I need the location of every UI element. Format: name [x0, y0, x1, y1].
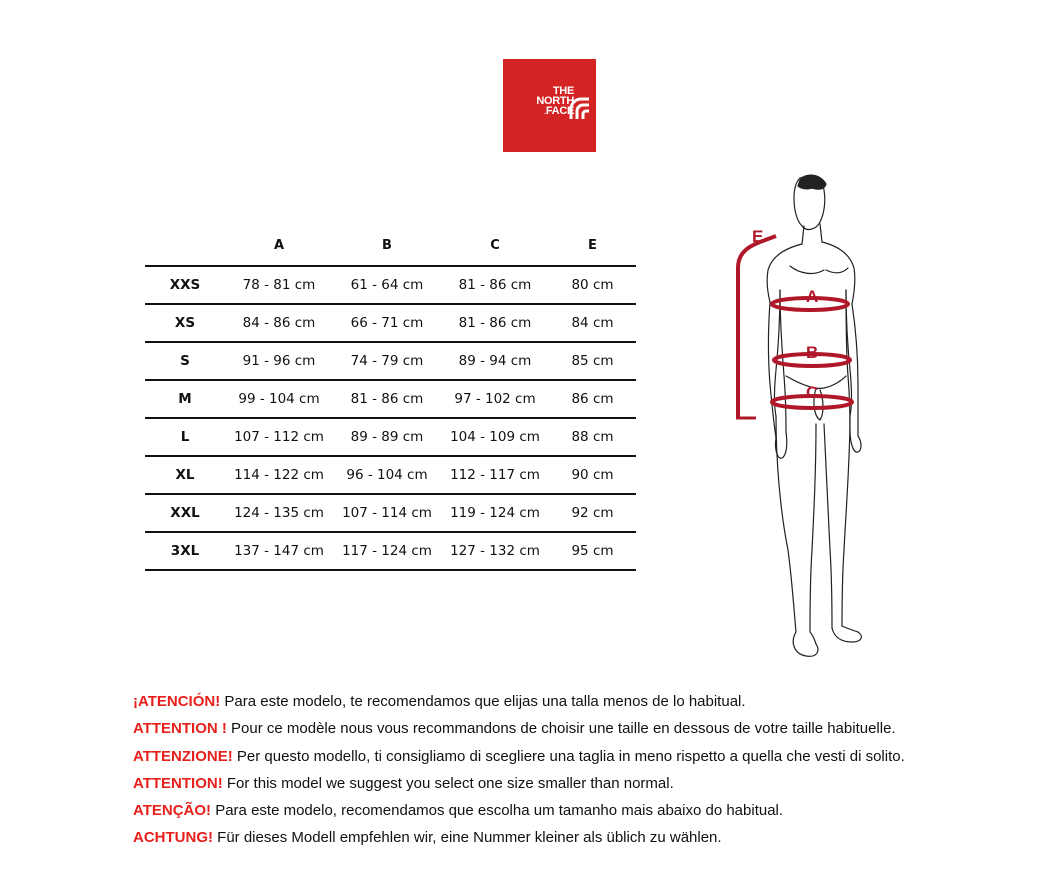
c-cell: 89 - 94 cm: [441, 342, 549, 380]
note-warning-label: ATTENTION !: [133, 720, 227, 738]
b-cell: 81 - 86 cm: [333, 380, 441, 418]
size-cell: XXL: [145, 494, 225, 532]
human-figure-outline-icon: [767, 175, 861, 656]
note-french: [133, 718, 1033, 745]
a-cell: 124 - 135 cm: [225, 494, 333, 532]
table-row: [145, 418, 636, 456]
size-cell: L: [145, 418, 225, 456]
note-warning-label: ATTENTION!: [133, 774, 223, 792]
e-cell: 80 cm: [549, 266, 636, 304]
b-cell: 66 - 71 cm: [333, 304, 441, 342]
note-warning-label: ¡ATENCIÓN!: [133, 693, 221, 710]
size-cell: XS: [145, 304, 225, 342]
label-e: E: [752, 227, 764, 246]
size-chart-table: [145, 225, 636, 571]
a-cell: 114 - 122 cm: [225, 456, 333, 494]
label-a: A: [806, 287, 819, 306]
note-text: Für dieses Modell empfehlen wir, eine Nummer kleiner als üblich zu wählen.: [213, 829, 722, 847]
logo-dot: .: [544, 109, 546, 116]
note-portuguese: [133, 800, 1033, 827]
size-cell: 3XL: [145, 532, 225, 570]
table-row: [145, 456, 636, 494]
size-cell: M: [145, 380, 225, 418]
size-cell: XXS: [145, 266, 225, 304]
table-row: [145, 342, 636, 380]
c-cell: 127 - 132 cm: [441, 532, 549, 570]
note-warning-label: ACHTUNG!: [133, 829, 213, 847]
b-cell: 89 - 89 cm: [333, 418, 441, 456]
note-text: Para este modelo, te recomendamos que elijas una talla menos de lo habitual.: [220, 693, 746, 710]
note-german: [133, 827, 1033, 854]
header-size: [145, 225, 225, 266]
header-a: A: [273, 237, 285, 253]
logo-line-1: THE: [552, 85, 574, 97]
c-cell: 104 - 109 cm: [441, 418, 549, 456]
note-text: Para este modelo, recomendamos que escolha um tamanho mais abaixo do habitual.: [211, 802, 784, 820]
a-cell: 99 - 104 cm: [225, 380, 333, 418]
label-c: C: [806, 383, 819, 402]
size-advice-notes: [133, 691, 1033, 855]
table-row: [145, 380, 636, 418]
a-cell: 137 - 147 cm: [225, 532, 333, 570]
header-e: E: [588, 237, 597, 253]
table-header-row: [145, 225, 636, 266]
e-cell: 92 cm: [549, 494, 636, 532]
note-spanish: [133, 691, 1033, 718]
logo-line-3-text: FACE: [545, 105, 574, 117]
brand-logo: [503, 59, 596, 152]
c-cell: 97 - 102 cm: [441, 380, 549, 418]
note-text: Per questo modello, ti consigliamo di scegliere una taglia in meno rispetto a quella che vesti di solito.: [232, 747, 905, 765]
header-c: C: [490, 237, 500, 253]
c-cell: 112 - 117 cm: [441, 456, 549, 494]
b-cell: 107 - 114 cm: [333, 494, 441, 532]
a-cell: 107 - 112 cm: [225, 418, 333, 456]
b-cell: 74 - 79 cm: [333, 342, 441, 380]
e-cell: 95 cm: [549, 532, 636, 570]
note-warning-label: ATTENZIONE!: [133, 747, 233, 765]
note-italian: [133, 746, 1033, 773]
note-text: For this model we suggest you select one size smaller than normal.: [222, 774, 674, 792]
logo-wordmark: [512, 86, 574, 118]
e-cell: 88 cm: [549, 418, 636, 456]
body-measurement-figure: [720, 170, 880, 665]
table-row: [145, 494, 636, 532]
note-text: Pour ce modèle nous vous recommandons de choisir une taille en dessous de votre taille habituelle.: [226, 720, 896, 738]
logo-line-3: [512, 106, 574, 118]
e-cell: 84 cm: [549, 304, 636, 342]
label-b: B: [806, 343, 819, 362]
a-cell: 84 - 86 cm: [225, 304, 333, 342]
e-cell: 85 cm: [549, 342, 636, 380]
b-cell: 117 - 124 cm: [333, 532, 441, 570]
header-b: B: [382, 237, 392, 253]
table-row: [145, 532, 636, 570]
c-cell: 81 - 86 cm: [441, 266, 549, 304]
size-cell: S: [145, 342, 225, 380]
c-cell: 81 - 86 cm: [441, 304, 549, 342]
e-cell: 90 cm: [549, 456, 636, 494]
c-cell: 119 - 124 cm: [441, 494, 549, 532]
a-cell: 78 - 81 cm: [225, 266, 333, 304]
table-row: [145, 266, 636, 304]
b-cell: 96 - 104 cm: [333, 456, 441, 494]
table-row: [145, 304, 636, 342]
logo-line-2: NORTH: [536, 95, 574, 107]
size-cell: XL: [145, 456, 225, 494]
b-cell: 61 - 64 cm: [333, 266, 441, 304]
note-english: [133, 773, 1033, 800]
note-warning-label: ATENÇÃO!: [133, 802, 212, 820]
e-cell: 86 cm: [549, 380, 636, 418]
a-cell: 91 - 96 cm: [225, 342, 333, 380]
